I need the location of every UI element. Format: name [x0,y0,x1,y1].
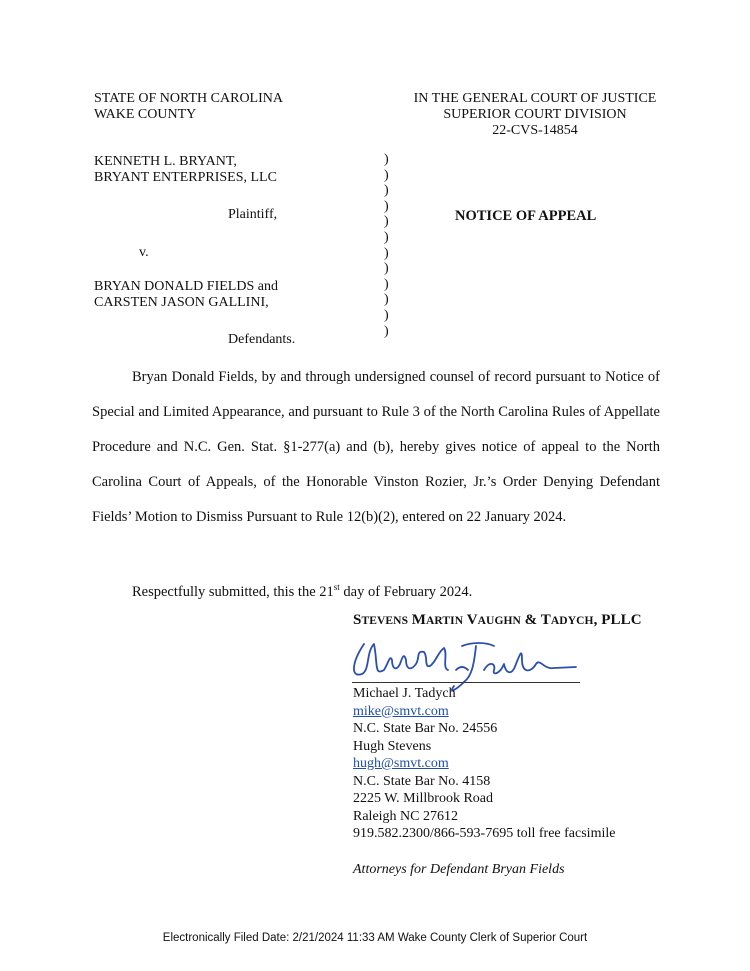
document-title: NOTICE OF APPEAL [455,208,597,224]
plaintiff-name-2: BRYANT ENTERPRISES, LLC [94,170,277,186]
attorney-name-2: Hugh Stevens [353,738,432,754]
submitted-line [92,570,660,610]
submitted-prefix: Respectfully submitted, this the 21 [132,583,334,600]
address-line-2: Raleigh NC 27612 [353,808,458,824]
attorney-email-2[interactable]: hugh@smvt.com [353,756,449,771]
plaintiff-role: Plaintiff, [228,207,278,222]
signature-block [353,685,615,843]
signature-line [352,682,580,683]
submitted-sup: st [333,582,340,592]
law-firm-name: STEVENS MARTIN VAUGHN & TADYCH, PLLC [353,612,642,628]
court-state-county [94,91,283,123]
plaintiff-name-1: KENNETH L. BRYANT, [94,154,237,169]
notice-paragraph: Bryan Donald Fields, by and through undersigned counsel of record pursuant to Notice of Special and Limited Appearance, and pursuant to Rule 3 of the North Carolina Rules of Appellate Procedure and N.C. Gen. Stat. §1-277(a) and (b), hereby gives notice of appeal to the North Carolina Court of Appeals, of the Honorable Vinston Rozier, Jr.’s Order Denying Defendant Fields’ Motion to Dismiss Pursuant to Rule 12(b)(2), entered on 22 January 2024. [92,369,660,525]
caption-divider: ) ) ) ) ) ) ) ) ) ) ) ) [384,152,389,339]
address-line-1: 2225 W. Millbrook Road [353,791,494,806]
versus: v. [139,245,149,260]
court-name-line: IN THE GENERAL COURT OF JUSTICE [413,91,657,106]
state-line: STATE OF NORTH CAROLINA [94,91,283,106]
case-number: 22-CVS-14854 [492,123,578,138]
county-line: WAKE COUNTY [94,107,197,122]
defendant-name-2: CARSTEN JASON GALLINI, [94,295,269,311]
division-line: SUPERIOR COURT DIVISION [443,107,627,122]
attorney-email-1[interactable]: mike@smvt.com [353,703,449,719]
court-division-header [400,91,670,139]
attorney-name-1: Michael J. Tadych [353,686,456,701]
filing-stamp-footer: Electronically Filed Date: 2/21/2024 11:33 AM Wake County Clerk of Superior Court [162,932,588,944]
plaintiff-names [94,154,277,187]
bar-number-1: N.C. State Bar No. 24556 [353,721,498,736]
defendant-name-1: BRYAN DONALD FIELDS and [94,279,278,294]
attorneys-for-line: Attorneys for Defendant Bryan Fields [353,862,565,877]
submitted-suffix: day of February 2024. [339,583,473,600]
defendant-names [94,279,278,312]
phone-fax-line: 919.582.2300/866-593-7695 toll free facsimile [353,826,616,841]
bar-number-2: N.C. State Bar No. 4158 [353,773,491,789]
defendant-role: Defendants. [228,332,296,347]
